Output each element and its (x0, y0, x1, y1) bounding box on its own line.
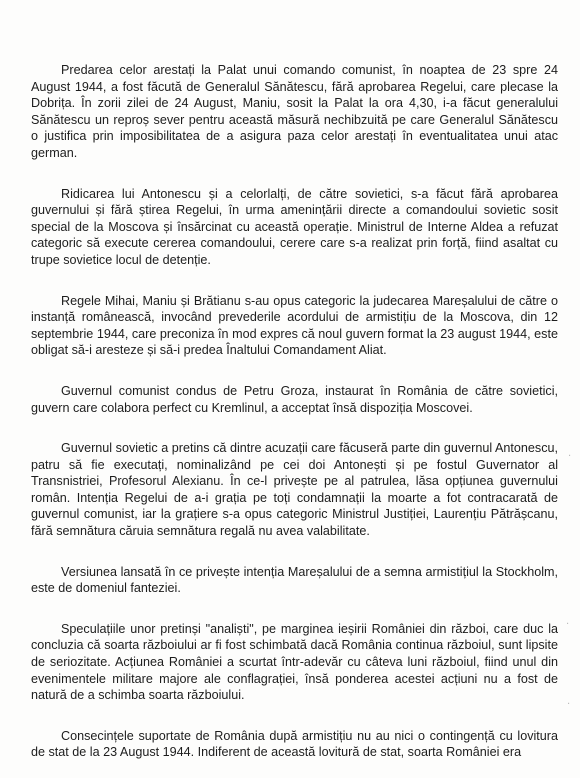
paragraph-predarea: Predarea celor arestați la Palat unui comando comunist, în noaptea de 23 spre 24 August 1944, a fost făcută de Generalul Sănătescu, fără aprobarea Regelui, care plecase la Dobrița. În zorii zilei de 24 August, Maniu, sosit la Palat la ora 4,30, i-a făcut generalului Sănătescu un reproș sever pentru această măsură nechibzuită pe care Generalul Sănătescu o justifica prin imposibilitatea de a asigura paza celor arestați în eventualitatea unui atac german. (31, 63, 558, 160)
paragraph-guvernul-sovietic: Guvernul sovietic a pretins că dintre acuzații care făcuseră parte din guvernul Antonescu, patru să fie executați, nominalizând pe cei doi Antonești și pe fostul Guvernator al Transnistriei, Profesorul Alexianu. În ce-l privește pe al patrulea, lăsa opțiunea guvernului român. Intenția Regelui de a-i grația pe toți condamnații la moarte a fot contracarată de guvernul comunist, iar la grațiere s-a opus categoric Ministrul Justiției, Laurențiu Pătrășcanu, fără semnătura căruia semnătura regală nu avea valabilitate. (31, 441, 558, 539)
paragraph-guvernul-comunist: Guvernul comunist condus de Petru Groza, instaurat în România de către sovietici, guvern care colabora perfect cu Kremlinul, a acceptat însă dispoziția Moscovei. (31, 383, 558, 415)
paragraph-speculatiile: Speculațiile unor pretinși "analiști", pe marginea ieșirii României din război, care duc la concluzia că soarta războiului ar fi fost schimbată dacă România continua războiul, sunt lipsite de seriozitate. Acțiunea României a scurtat într-adevăr cu câteva luni războiul, fiind unul din evenimentele militare majore ale conflagrației, însă ponderea acestei acțiuni nu a fost de natură de a schimba soarta războiului. (31, 621, 558, 703)
paragraph-versiunea: Versiunea lansată în ce privește intenția Mareșalului de a semna armistițiul la Stockholm, este de domeniul fanteziei. (31, 564, 558, 596)
document-body (31, 62, 558, 761)
scan-speck: · (568, 451, 572, 462)
paragraph-consecintele: Consecințele suportate de România după armistițiu nu au nici o contingență cu lovitura de stat de la 23 August 1944. Indiferent de această lovitură de stat, soarta României era (31, 728, 558, 760)
scan-speck: · (567, 699, 571, 710)
scan-speck: · (566, 619, 570, 630)
paragraph-ridicarea: Ridicarea lui Antonescu și a celorlalți, de către sovietici, s-a făcut fără aprobarea guvernului și fără știrea Regelui, în urma amenințării directe a comandoului sovietic sosit special de la Moscova și însărcinat cu această operație. Ministrul de Interne Aldea a refuzat categoric să execute cererea comandoului, cerere care s-a realizat prin forță, fiind asaltat cu trupe sovietice locul de detenție. (31, 186, 558, 267)
paragraph-regele-mihai: Regele Mihai, Maniu și Brătianu s-au opus categoric la judecarea Mareșalului de către o instanță românească, invocând prevederile acordului de armistițiu de la Moscova, din 12 septembrie 1944, care preconiza în mod expres că noul guvern format la 23 august 1944, este obligat să-i aresteze și să-i predea Înaltului Comandament Aliat. (31, 293, 558, 358)
